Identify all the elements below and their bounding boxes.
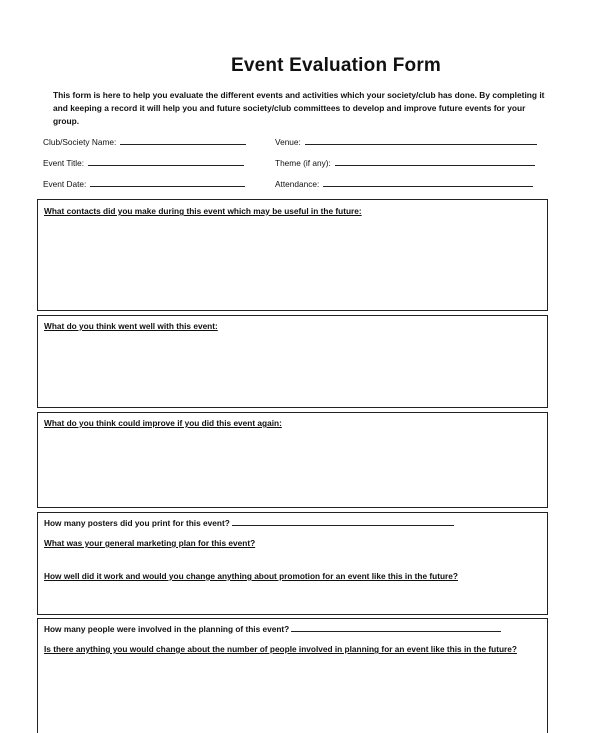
attendance-label: Attendance: — [275, 179, 320, 189]
planning-answer-box[interactable] — [37, 618, 548, 733]
venue-label: Venue: — [275, 137, 301, 147]
posters-question-text: How many posters did you print for this event? — [44, 518, 230, 528]
people-planning-answer-line[interactable] — [291, 631, 501, 632]
went-well-answer-box[interactable] — [37, 315, 548, 408]
club-society-name-field[interactable] — [43, 137, 246, 147]
marketing-answer-box[interactable] — [37, 512, 548, 615]
attendance-field[interactable] — [275, 179, 533, 189]
change-people-question: Is there anything you would change about the number of people involved in planning for an event like this in the future? — [44, 644, 517, 654]
theme-line[interactable] — [335, 164, 535, 166]
improve-question: What do you think could improve if you did this event again: — [44, 418, 282, 428]
contacts-question: What contacts did you make during this event which may be useful in the future: — [44, 206, 362, 216]
club-society-name-label: Club/Society Name: — [43, 137, 117, 147]
posters-answer-line[interactable] — [232, 525, 454, 526]
event-date-label: Event Date: — [43, 179, 87, 189]
posters-question — [44, 518, 454, 528]
form-title: Event Evaluation Form — [230, 55, 442, 76]
event-title-label: Event Title: — [43, 158, 85, 168]
people-planning-question-text: How many people were involved in the planning of this event? — [44, 624, 290, 634]
went-well-question: What do you think went well with this event: — [44, 321, 218, 331]
club-society-name-line[interactable] — [120, 143, 246, 145]
event-date-field[interactable] — [43, 179, 245, 189]
improve-answer-box[interactable] — [37, 412, 548, 508]
theme-label: Theme (if any): — [275, 158, 331, 168]
venue-line[interactable] — [305, 143, 537, 145]
event-title-field[interactable] — [43, 158, 244, 168]
attendance-line[interactable] — [323, 185, 533, 187]
promotion-question: How well did it work and would you change anything about promotion for an event like this in the future? — [44, 571, 458, 581]
form-intro: This form is here to help you evaluate the different events and activities which your society/club has done. By completing it and keeping a record it will help you and future society/club committees to develop and improve future events for your group. — [53, 90, 545, 126]
venue-field[interactable] — [275, 137, 537, 147]
theme-field[interactable] — [275, 158, 535, 168]
people-planning-question — [44, 624, 501, 634]
contacts-answer-box[interactable] — [37, 199, 548, 311]
event-date-line[interactable] — [90, 185, 245, 187]
marketing-plan-question: What was your general marketing plan for this event? — [44, 538, 256, 548]
event-title-line[interactable] — [88, 164, 244, 166]
